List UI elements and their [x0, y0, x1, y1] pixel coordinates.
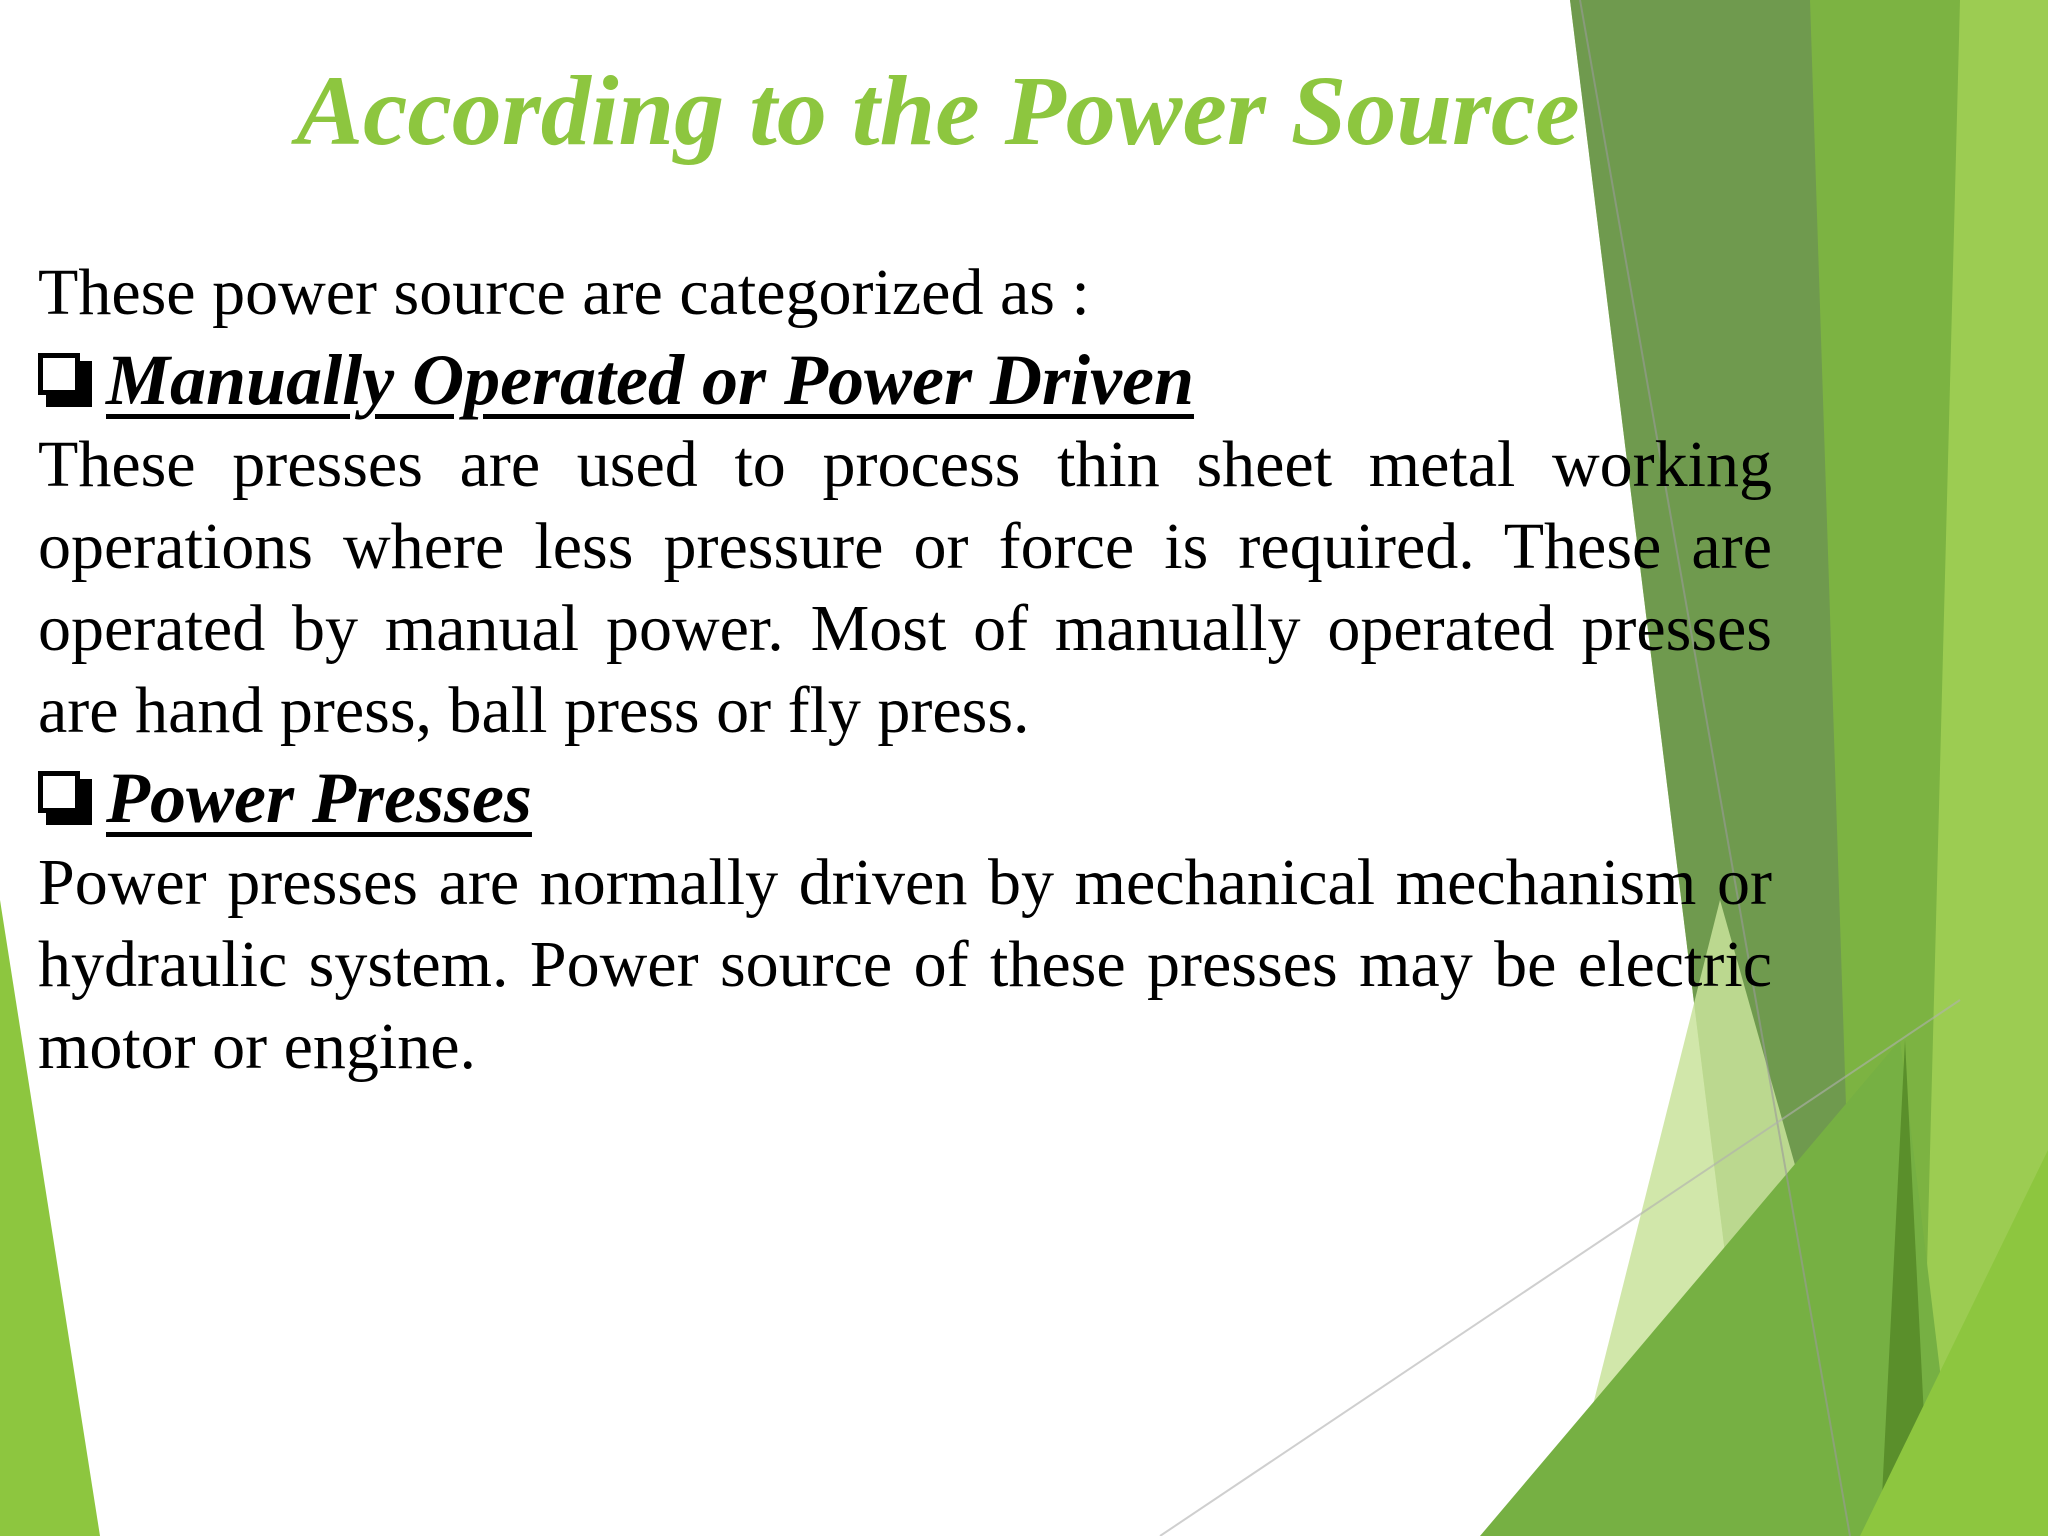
paragraph-manual: These presses are used to process thin sheet metal working operations where less pressure or force is required. These are operated by manual power. Most of manually operated presses are hand press, ball press or fly press. [38, 428, 1772, 747]
section-heading-power [38, 754, 1772, 842]
slide-body [38, 252, 1772, 1088]
checkbox-bullet-icon [38, 771, 92, 825]
section-heading-manual [38, 336, 1772, 424]
paragraph-power: Power presses are normally driven by mechanical mechanism or hydraulic system. Power source of these presses may be electric motor or engine. [38, 846, 1772, 1083]
checkbox-bullet-icon [38, 353, 92, 407]
heading-text-manual: Manually Operated or Power Driven [106, 340, 1194, 420]
heading-text-power: Power Presses [106, 758, 532, 838]
slide-title: According to the Power Source [296, 55, 1580, 166]
intro-text: These power source are categorized as : [38, 256, 1090, 329]
